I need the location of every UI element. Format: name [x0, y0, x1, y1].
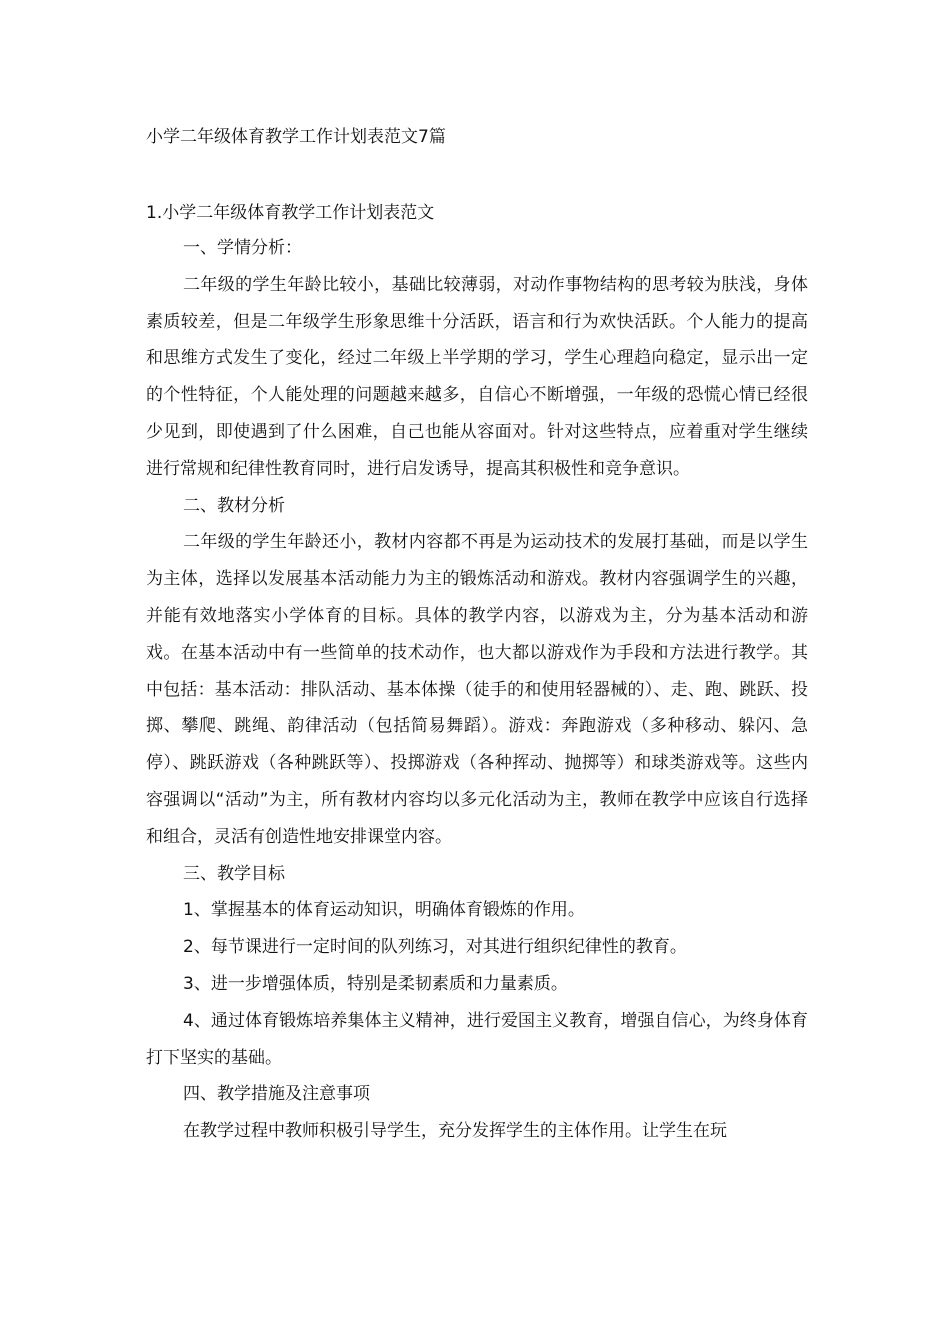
paragraph-material-analysis: 二年级的学生年龄还小，教材内容都不再是为运动技术的发展打基础，而是以学生为主体，选择以发展基本活动能力为主的锻炼活动和游戏。教材内容强调学生的兴趣，并能有效地落实小学体育的目标。具体的教学内容，以游戏为主，分为基本活动和游戏。在基本活动中有一些简单的技术动作，也大都以游戏作为手段和方法进行教学。其中包括：基本活动：排队活动、基本体操（徒手的和使用轻器械的）、走、跑、跳跃、投掷、攀爬、跳绳、韵律活动（包括简易舞蹈）。游戏：奔跑游戏（多种移动、躲闪、急停）、跳跃游戏（各种跳跃等）、投掷游戏（各种挥动、抛掷等）和球类游戏等。这些内容强调以“活动”为主，所有教材内容均以多元化活动为主，教师在教学中应该自行选择和组合，灵活有创造性地安排课堂内容。: [146, 532, 808, 847]
goal-item-4: 4、通过体育锻炼培养集体主义精神，进行爱国主义教育，增强自信心，为终身体育打下坚实的基础。: [146, 1010, 808, 1068]
subheading-material-analysis: 二、教材分析: [183, 495, 285, 516]
subheading-teaching-goals: 三、教学目标: [183, 863, 285, 884]
paragraph-teaching-measures: 在教学过程中教师积极引导学生，充分发挥学生的主体作用。让学生在玩: [183, 1121, 727, 1142]
goal-item-2: 2、每节课进行一定时间的队列练习，对其进行组织纪律性的教育。: [183, 937, 687, 958]
document-title: 小学二年级体育教学工作计划表范文7篇: [146, 127, 446, 147]
subheading-teaching-measures: 四、教学措施及注意事项: [183, 1084, 370, 1105]
goal-item-3: 3、进一步增强体质，特别是柔韧素质和力量素质。: [183, 973, 568, 994]
section-heading: 1.小学二年级体育教学工作计划表范文: [146, 203, 435, 223]
subheading-learning-analysis: 一、学情分析：: [183, 238, 302, 258]
paragraph-learning-analysis: 二年级的学生年龄比较小，基础比较薄弱，对动作事物结构的思考较为肤浅，身体素质较差，但是二年级学生形象思维十分活跃，语言和行为欢快活跃。个人能力的提高和思维方式发生了变化，经过二年级上半学期的学习，学生心理趋向稳定，显示出一定的个性特征，个人能处理的问题越来越多，自信心不断增强，一年级的恐慌心情已经很少见到，即使遇到了什么困难，自己也能从容面对。针对这些特点，应着重对学生继续进行常规和纪律性教育同时，进行启发诱导，提高其积极性和竞争意识。: [146, 274, 808, 479]
goal-item-1: 1、掌握基本的体育运动知识，明确体育锻炼的作用。: [183, 900, 585, 921]
document-body: [146, 200, 808, 1150]
